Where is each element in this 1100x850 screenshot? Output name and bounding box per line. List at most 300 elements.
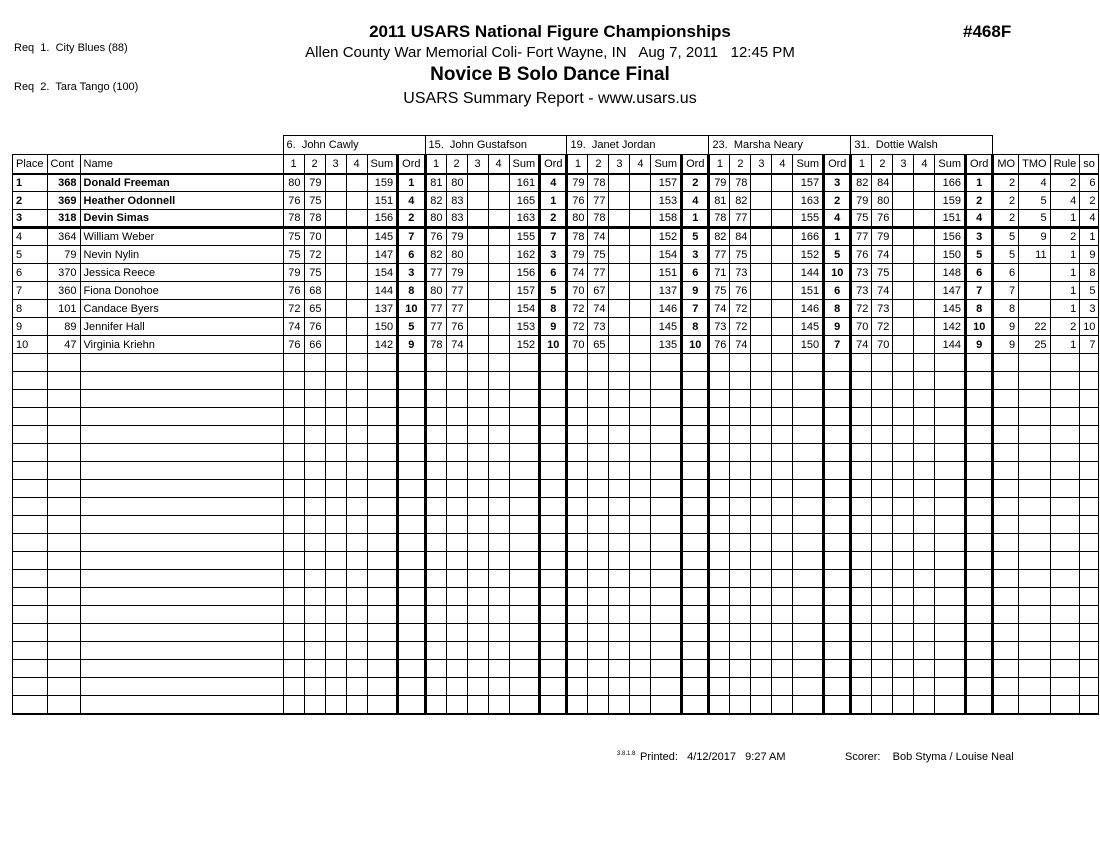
so-cell: 1 — [1080, 228, 1099, 246]
place-cell — [13, 570, 48, 588]
judge-2-sum-cell: 156 — [509, 264, 540, 282]
judge-2-score-3-cell — [467, 210, 488, 228]
judge-4-score-4-cell — [772, 336, 793, 354]
rule-cell: 1 — [1050, 336, 1080, 354]
judge-4-score-3-cell — [751, 642, 772, 660]
judge-2-score-2-cell — [446, 624, 467, 642]
judge-2-score-4-cell — [488, 264, 509, 282]
tmo-cell — [1019, 498, 1050, 516]
judge-4-score-2-cell — [730, 372, 751, 390]
judge-4-sum-cell — [793, 390, 824, 408]
judge-2-score-4-cell — [488, 444, 509, 462]
judge-3-sum-cell: 151 — [651, 264, 682, 282]
mo-cell: 5 — [993, 246, 1019, 264]
judge-5-score-1-cell: 75 — [851, 210, 872, 228]
tmo-cell — [1019, 264, 1050, 282]
judge-2-score-3-cell — [467, 264, 488, 282]
judge-5-score-1-cell — [851, 534, 872, 552]
judge-3-score-4-cell — [630, 642, 651, 660]
judge-4-score-4-cell — [772, 228, 793, 246]
judge-2-score-1-cell — [425, 498, 446, 516]
judge-2-score-2-cell: 83 — [446, 210, 467, 228]
judge-5-score-2-cell — [872, 642, 893, 660]
judge-1-score-1-cell — [283, 354, 304, 372]
judge-1-score-4-cell — [346, 372, 367, 390]
judge-4-ordinal-cell — [824, 480, 851, 498]
tmo-cell — [1019, 570, 1050, 588]
judge-4-sum-cell — [793, 570, 824, 588]
judge-3-ordinal-cell: 6 — [682, 264, 709, 282]
skater-name-cell — [80, 552, 283, 570]
judge-1-sum-cell: 159 — [367, 174, 398, 192]
place-cell — [13, 408, 48, 426]
place-cell: 9 — [13, 318, 48, 336]
rule-cell — [1050, 678, 1080, 696]
judge-2-score-4-cell — [488, 624, 509, 642]
contestant-number-cell: 369 — [47, 192, 80, 210]
judge-4-score-4-cell — [772, 318, 793, 336]
judge-5-sum-cell — [935, 660, 966, 678]
judge-1-score-4-cell — [346, 498, 367, 516]
judge-1-score-3-cell — [325, 480, 346, 498]
judge-1-ordinal-cell: 5 — [398, 318, 425, 336]
judge-1-score-2-cell: 75 — [304, 264, 325, 282]
so-cell: 7 — [1080, 336, 1099, 354]
judge-4-ordinal-cell — [824, 642, 851, 660]
judge-1-score-2-cell — [304, 462, 325, 480]
judge-5-ordinal-cell — [966, 570, 993, 588]
judge-5-score-4-cell — [914, 228, 935, 246]
rule-cell — [1050, 606, 1080, 624]
judge-2-sum-cell — [509, 552, 540, 570]
judge-5-sum-cell — [935, 588, 966, 606]
judge-1-score-1-cell — [283, 390, 304, 408]
judge-4-sum-cell — [793, 660, 824, 678]
judge-2-score-3-cell — [467, 534, 488, 552]
judge-3-score-2-cell — [588, 696, 609, 714]
judge-4-ordinal-cell: 5 — [824, 246, 851, 264]
judge-5-score-4-cell — [914, 660, 935, 678]
place-cell — [13, 534, 48, 552]
empty-row — [13, 480, 1099, 498]
judge-1-score-3-cell — [325, 534, 346, 552]
judge-3-score-1-cell: 78 — [567, 228, 588, 246]
judge-3-ordinal-cell: 7 — [682, 300, 709, 318]
judge-4-ordinal-cell — [824, 516, 851, 534]
judge-1-score-1-cell — [283, 408, 304, 426]
judge-5-score-3-cell — [893, 174, 914, 192]
judge-5-score-1-cell — [851, 462, 872, 480]
judge-2-subheader-1: 1 — [425, 155, 446, 174]
result-row-2 — [13, 192, 1099, 210]
judge-1-sum-cell — [367, 480, 398, 498]
skater-name-cell — [80, 426, 283, 444]
rule-cell: 4 — [1050, 192, 1080, 210]
judge-3-ordinal-cell — [682, 354, 709, 372]
results-table — [12, 135, 1099, 715]
judge-2-ordinal-cell: 8 — [540, 300, 567, 318]
mo-cell — [993, 372, 1019, 390]
judge-4-score-2-cell: 72 — [730, 318, 751, 336]
judge-5-sum-cell — [935, 678, 966, 696]
judge-4-score-4-cell — [772, 588, 793, 606]
judge-3-score-3-cell — [609, 534, 630, 552]
place-cell: 6 — [13, 264, 48, 282]
place-cell — [13, 354, 48, 372]
judge-4-ordinal-cell — [824, 552, 851, 570]
judge-4-score-2-cell — [730, 696, 751, 714]
skater-name-cell — [80, 498, 283, 516]
judge-1-score-1-cell: 76 — [283, 192, 304, 210]
skater-name-cell — [80, 408, 283, 426]
judge-4-sum-cell — [793, 498, 824, 516]
empty-row — [13, 444, 1099, 462]
judge-3-sum-cell: 152 — [651, 228, 682, 246]
mo-cell — [993, 408, 1019, 426]
judge-2-score-3-cell — [467, 642, 488, 660]
judge-5-score-3-cell — [893, 552, 914, 570]
judge-1-score-1-cell — [283, 588, 304, 606]
judge-3-sum-cell — [651, 444, 682, 462]
judge-3-ordinal-cell — [682, 570, 709, 588]
judge-5-sum-cell — [935, 696, 966, 714]
judge-1-score-2-cell — [304, 390, 325, 408]
judge-1-score-4-cell — [346, 210, 367, 228]
judge-3-score-4-cell — [630, 390, 651, 408]
judge-2-score-3-cell — [467, 444, 488, 462]
judge-2-score-4-cell — [488, 210, 509, 228]
judge-1-score-2-cell — [304, 642, 325, 660]
judge-1-subheader-1: 1 — [283, 155, 304, 174]
judge-4-score-1-cell: 79 — [709, 174, 730, 192]
judge-5-score-3-cell — [893, 696, 914, 714]
judge-5-ordinal-cell — [966, 552, 993, 570]
judge-2-score-1-cell — [425, 606, 446, 624]
skater-name-cell: Jennifer Hall — [80, 318, 283, 336]
judge-3-score-4-cell — [630, 210, 651, 228]
judge-2-sum-cell: 165 — [509, 192, 540, 210]
judge-1-sum-cell — [367, 426, 398, 444]
place-cell: 4 — [13, 228, 48, 246]
judge-5-score-1-cell — [851, 426, 872, 444]
judge-1-ordinal-cell — [398, 570, 425, 588]
judge-3-score-2-cell — [588, 498, 609, 516]
judge-2-ordinal-cell — [540, 534, 567, 552]
judge-3-ordinal-cell — [682, 534, 709, 552]
judge-5-sum-cell: 150 — [935, 246, 966, 264]
judge-5-sum-cell: 151 — [935, 210, 966, 228]
judge-4-ordinal-cell — [824, 534, 851, 552]
judge-5-ordinal-cell — [966, 606, 993, 624]
judge-2-ordinal-cell: 1 — [540, 192, 567, 210]
judge-5-score-3-cell — [893, 678, 914, 696]
so-cell — [1080, 372, 1099, 390]
judge-1-score-4-cell — [346, 228, 367, 246]
so-cell — [1080, 408, 1099, 426]
judge-4-score-1-cell — [709, 588, 730, 606]
judge-2-ordinal-cell — [540, 390, 567, 408]
column-header-mo: MO — [993, 155, 1019, 174]
judge-4-sum-cell: 163 — [793, 192, 824, 210]
judge-3-sum-cell — [651, 372, 682, 390]
skater-name-cell — [80, 534, 283, 552]
judge-4-score-4-cell — [772, 192, 793, 210]
skater-name-cell — [80, 624, 283, 642]
judge-3-score-3-cell — [609, 228, 630, 246]
judge-2-score-2-cell: 77 — [446, 300, 467, 318]
judge-2-sum-cell — [509, 462, 540, 480]
judge-2-score-2-cell — [446, 498, 467, 516]
judge-4-subheader-2: 2 — [730, 155, 751, 174]
judge-4-score-1-cell — [709, 624, 730, 642]
judge-1-score-4-cell — [346, 174, 367, 192]
judge-1-score-1-cell — [283, 444, 304, 462]
judge-3-sum-cell — [651, 552, 682, 570]
judge-4-ordinal-cell — [824, 606, 851, 624]
judge-1-score-4-cell — [346, 642, 367, 660]
skater-name-cell: Devin Simas — [80, 210, 283, 228]
judge-5-score-3-cell — [893, 318, 914, 336]
place-cell — [13, 696, 48, 714]
judge-4-ordinal-cell — [824, 444, 851, 462]
judge-3-score-2-cell — [588, 534, 609, 552]
judge-5-sum-cell — [935, 462, 966, 480]
judge-5-score-4-cell — [914, 606, 935, 624]
tmo-cell — [1019, 552, 1050, 570]
judge-1-ordinal-cell — [398, 498, 425, 516]
judge-5-score-2-cell — [872, 678, 893, 696]
judge-1-sum-cell — [367, 534, 398, 552]
judge-3-sum-cell: 137 — [651, 282, 682, 300]
judge-2-score-4-cell — [488, 246, 509, 264]
so-cell: 9 — [1080, 246, 1099, 264]
judge-3-score-3-cell — [609, 426, 630, 444]
result-row-7 — [13, 282, 1099, 300]
judge-3-subheader-1: 1 — [567, 155, 588, 174]
mo-cell: 7 — [993, 282, 1019, 300]
judge-3-score-4-cell — [630, 462, 651, 480]
judge-5-score-2-cell: 84 — [872, 174, 893, 192]
contestant-number-cell — [47, 552, 80, 570]
judge-5-sum-cell — [935, 354, 966, 372]
judge-3-ordinal-cell — [682, 390, 709, 408]
so-cell — [1080, 678, 1099, 696]
so-cell: 6 — [1080, 174, 1099, 192]
judge-2-score-3-cell — [467, 552, 488, 570]
event-code: #468F — [963, 22, 1012, 41]
judge-1-score-3-cell — [325, 444, 346, 462]
judge-4-ordinal-cell: 10 — [824, 264, 851, 282]
contestant-number-cell: 370 — [47, 264, 80, 282]
judge-4-score-1-cell — [709, 534, 730, 552]
event-title: Novice B Solo Dance Final — [430, 64, 670, 85]
judge-2-ordinal-cell: 5 — [540, 282, 567, 300]
judge-2-score-1-cell: 76 — [425, 228, 446, 246]
judge-2-sum-cell — [509, 390, 540, 408]
judge-4-ordinal-cell: 1 — [824, 228, 851, 246]
judge-5-score-3-cell — [893, 336, 914, 354]
judge-1-score-3-cell — [325, 426, 346, 444]
judge-3-score-3-cell — [609, 372, 630, 390]
judge-4-score-1-cell — [709, 570, 730, 588]
judge-4-score-4-cell — [772, 426, 793, 444]
judge-2-ordinal-cell: 2 — [540, 210, 567, 228]
rule-cell: 2 — [1050, 174, 1080, 192]
judge-2-score-2-cell — [446, 408, 467, 426]
so-cell — [1080, 354, 1099, 372]
judge-4-ordinal-cell — [824, 678, 851, 696]
judge-4-score-3-cell — [751, 228, 772, 246]
judge-5-score-2-cell: 74 — [872, 246, 893, 264]
judge-1-score-4-cell — [346, 318, 367, 336]
judge-4-sum-cell: 151 — [793, 282, 824, 300]
judge-3-ordinal-cell: 5 — [682, 228, 709, 246]
judge-2-score-3-cell — [467, 570, 488, 588]
judge-3-score-3-cell — [609, 246, 630, 264]
judge-3-subheader-ord: Ord — [682, 155, 709, 174]
judge-4-ordinal-cell — [824, 372, 851, 390]
judge-4-score-2-cell — [730, 606, 751, 624]
judge-4-sum-cell — [793, 372, 824, 390]
judge-1-score-1-cell — [283, 552, 304, 570]
empty-row — [13, 552, 1099, 570]
judge-2-sum-cell — [509, 408, 540, 426]
judge-3-score-2-cell — [588, 642, 609, 660]
judge-2-score-1-cell — [425, 570, 446, 588]
judge-1-sum-cell — [367, 678, 398, 696]
judge-2-score-3-cell — [467, 516, 488, 534]
judge-2-ordinal-cell: 9 — [540, 318, 567, 336]
judge-3-score-1-cell — [567, 624, 588, 642]
judge-1-ordinal-cell — [398, 552, 425, 570]
judge-1-sum-cell — [367, 444, 398, 462]
tmo-cell: 9 — [1019, 228, 1050, 246]
judge-3-sum-cell — [651, 588, 682, 606]
rule-cell — [1050, 660, 1080, 678]
scorer-credit: Scorer: Bob Styma / Louise Neal — [845, 751, 1014, 763]
judge-2-score-3-cell — [467, 282, 488, 300]
contestant-number-cell — [47, 660, 80, 678]
judge-3-score-4-cell — [630, 192, 651, 210]
judge-3-score-4-cell — [630, 696, 651, 714]
contestant-number-cell: 47 — [47, 336, 80, 354]
mo-cell: 9 — [993, 336, 1019, 354]
judge-3-score-3-cell — [609, 480, 630, 498]
so-cell — [1080, 426, 1099, 444]
judge-4-score-1-cell — [709, 462, 730, 480]
judge-4-score-3-cell — [751, 426, 772, 444]
judge-5-sum-cell — [935, 390, 966, 408]
judge-4-score-1-cell — [709, 678, 730, 696]
judge-2-score-1-cell: 81 — [425, 174, 446, 192]
judge-5-sum-cell: 148 — [935, 264, 966, 282]
empty-row — [13, 498, 1099, 516]
rule-cell — [1050, 516, 1080, 534]
judge-3-score-4-cell — [630, 426, 651, 444]
judge-1-score-3-cell — [325, 192, 346, 210]
judge-4-score-2-cell — [730, 354, 751, 372]
judge-3-sum-cell — [651, 624, 682, 642]
judge-5-score-1-cell: 82 — [851, 174, 872, 192]
judge-5-sum-cell — [935, 552, 966, 570]
judge-2-score-4-cell — [488, 354, 509, 372]
judge-5-ordinal-cell — [966, 624, 993, 642]
skater-name-cell — [80, 390, 283, 408]
judge-3-score-1-cell: 72 — [567, 300, 588, 318]
judge-2-score-4-cell — [488, 192, 509, 210]
skater-name-cell: Nevin Nylin — [80, 246, 283, 264]
judge-1-score-4-cell — [346, 696, 367, 714]
judge-1-score-4-cell — [346, 606, 367, 624]
tmo-cell — [1019, 588, 1050, 606]
judge-5-ordinal-cell: 1 — [966, 174, 993, 192]
judge-5-score-1-cell — [851, 390, 872, 408]
judge-2-sum-cell: 155 — [509, 228, 540, 246]
so-cell — [1080, 480, 1099, 498]
judge-1-score-2-cell: 75 — [304, 192, 325, 210]
judge-3-score-4-cell — [630, 372, 651, 390]
judge-4-sum-cell — [793, 534, 824, 552]
judge-5-sum-cell — [935, 372, 966, 390]
judge-5-score-2-cell: 73 — [872, 300, 893, 318]
judge-4-score-1-cell — [709, 660, 730, 678]
judge-4-score-3-cell — [751, 282, 772, 300]
judge-3-sum-cell — [651, 390, 682, 408]
result-row-1 — [13, 174, 1099, 192]
judge-5-score-2-cell — [872, 390, 893, 408]
judge-5-sum-cell — [935, 480, 966, 498]
judge-2-score-3-cell — [467, 588, 488, 606]
place-cell: 2 — [13, 192, 48, 210]
judge-1-ordinal-cell: 3 — [398, 264, 425, 282]
judge-3-score-4-cell — [630, 264, 651, 282]
judge-2-ordinal-cell — [540, 444, 567, 462]
judge-2-score-2-cell — [446, 552, 467, 570]
judge-3-subheader-2: 2 — [588, 155, 609, 174]
judge-5-ordinal-cell — [966, 354, 993, 372]
place-cell — [13, 660, 48, 678]
judge-1-score-1-cell — [283, 624, 304, 642]
judge-5-score-3-cell — [893, 534, 914, 552]
judge-2-score-3-cell — [467, 660, 488, 678]
contestant-number-cell — [47, 696, 80, 714]
judge-3-ordinal-cell — [682, 552, 709, 570]
judge-5-score-4-cell — [914, 426, 935, 444]
judge-2-score-2-cell: 76 — [446, 318, 467, 336]
judge-5-score-3-cell — [893, 462, 914, 480]
judge-3-score-3-cell — [609, 606, 630, 624]
judge-1-score-2-cell: 66 — [304, 336, 325, 354]
judge-1-score-2-cell — [304, 606, 325, 624]
judge-2-score-4-cell — [488, 228, 509, 246]
judge-1-sum-cell — [367, 606, 398, 624]
so-cell — [1080, 534, 1099, 552]
judge-4-score-2-cell — [730, 678, 751, 696]
judge-5-score-2-cell — [872, 588, 893, 606]
judge-5-score-4-cell — [914, 588, 935, 606]
rule-cell — [1050, 462, 1080, 480]
judge-3-score-2-cell — [588, 678, 609, 696]
judge-1-score-1-cell: 80 — [283, 174, 304, 192]
judge-4-score-1-cell — [709, 696, 730, 714]
judge-4-sum-cell — [793, 642, 824, 660]
judge-5-score-2-cell — [872, 462, 893, 480]
judge-4-score-2-cell: 72 — [730, 300, 751, 318]
judge-3-score-3-cell — [609, 336, 630, 354]
tmo-cell — [1019, 426, 1050, 444]
judge-5-score-2-cell — [872, 372, 893, 390]
judge-2-score-1-cell — [425, 372, 446, 390]
